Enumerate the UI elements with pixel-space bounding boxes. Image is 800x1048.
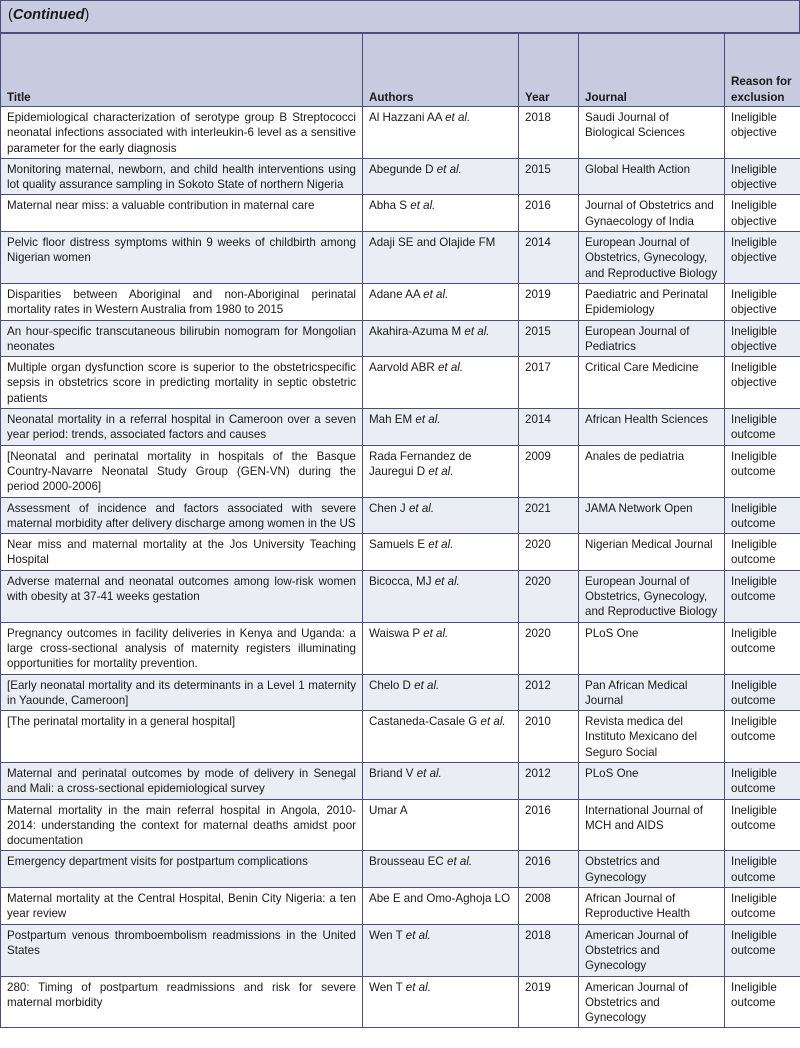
author-name: Abe E and Omo-Aghoja LO <box>369 892 511 906</box>
cell-authors <box>363 320 519 357</box>
cell-authors <box>363 762 519 799</box>
cell-reason: Ineligible outcome <box>725 570 800 622</box>
et-al: et al. <box>423 287 449 301</box>
cell-authors <box>363 232 519 284</box>
continued-banner <box>0 0 800 33</box>
table-row <box>1 534 800 571</box>
cell-year: 2012 <box>519 674 579 711</box>
table-row <box>1 195 800 232</box>
cell-authors <box>363 674 519 711</box>
cell-authors <box>363 924 519 976</box>
cell-year: 2018 <box>519 924 579 976</box>
cell-year: 2020 <box>519 534 579 571</box>
cell-title: Maternal mortality in the main referral hospital in Angola, 2010-2014: understanding the context for maternal deaths amidst poor documentation <box>1 799 363 851</box>
cell-reason: Ineligible outcome <box>725 976 800 1028</box>
et-al: et al. <box>423 626 449 640</box>
et-al: et al. <box>434 574 460 588</box>
table-row <box>1 799 800 851</box>
cell-journal: American Journal of Obstetrics and Gynecology <box>579 924 725 976</box>
cell-title: An hour-specific transcutaneous bilirubin nomogram for Mongolian neonates <box>1 320 363 357</box>
cell-year: 2016 <box>519 799 579 851</box>
cell-title: Pelvic floor distress symptoms within 9 weeks of childbirth among Nigerian women <box>1 232 363 284</box>
cell-authors <box>363 976 519 1028</box>
et-al: et al. <box>416 766 442 780</box>
et-al: et al. <box>405 928 431 942</box>
author-name: Bicocca, MJ <box>369 574 432 588</box>
cell-authors <box>363 799 519 851</box>
cell-title: [The perinatal mortality in a general hospital] <box>1 711 363 763</box>
et-al: et al. <box>464 324 490 338</box>
table-row <box>1 622 800 674</box>
header-title: Title <box>1 34 363 107</box>
cell-journal: Global Health Action <box>579 158 725 195</box>
cell-authors <box>363 534 519 571</box>
continued-label: Continued <box>12 7 85 23</box>
cell-year: 2016 <box>519 195 579 232</box>
cell-year: 2016 <box>519 851 579 888</box>
table-row <box>1 320 800 357</box>
header-journal: Journal <box>579 34 725 107</box>
author-name: Chelo D <box>369 678 411 692</box>
table-row <box>1 851 800 888</box>
cell-year: 2020 <box>519 570 579 622</box>
table-row <box>1 232 800 284</box>
cell-year: 2021 <box>519 497 579 534</box>
cell-reason: Ineligible objective <box>725 195 800 232</box>
cell-reason: Ineligible outcome <box>725 445 800 497</box>
et-al: et al. <box>410 199 436 213</box>
cell-title: Near miss and maternal mortality at the Jos University Teaching Hospital <box>1 534 363 571</box>
cell-title: [Neonatal and perinatal mortality in hospitals of the Basque Country-Navarre Neonatal Study Group (GEN-VN) during the period 2000-2006] <box>1 445 363 497</box>
et-al: et al. <box>480 715 506 729</box>
author-name: Brousseau EC <box>369 855 444 869</box>
cell-title: Maternal and perinatal outcomes by mode of delivery in Senegal and Mali: a cross-sectional epidemiological survey <box>1 762 363 799</box>
table-row <box>1 711 800 763</box>
cell-title: Adverse maternal and neonatal outcomes among low-risk women with obesity at 37-41 weeks gestation <box>1 570 363 622</box>
cell-reason: Ineligible outcome <box>725 497 800 534</box>
cell-title: Maternal near miss: a valuable contribution in maternal care <box>1 195 363 232</box>
et-al: et al. <box>405 980 431 994</box>
et-al: et al. <box>428 464 454 478</box>
author-name: Abha S <box>369 199 408 213</box>
cell-authors <box>363 195 519 232</box>
table-row <box>1 357 800 409</box>
author-name: Abegunde D <box>369 162 434 176</box>
header-authors: Authors <box>363 34 519 107</box>
cell-title: [Early neonatal mortality and its determinants in a Level 1 maternity in Yaounde, Cameroon] <box>1 674 363 711</box>
cell-authors <box>363 888 519 925</box>
cell-journal: Obstetrics and Gynecology <box>579 851 725 888</box>
cell-journal: African Journal of Reproductive Health <box>579 888 725 925</box>
cell-reason: Ineligible outcome <box>725 622 800 674</box>
author-name: Adane AA <box>369 287 420 301</box>
cell-authors <box>363 283 519 320</box>
cell-year: 2012 <box>519 762 579 799</box>
cell-journal: European Journal of Pediatrics <box>579 320 725 357</box>
cell-journal: Journal of Obstetrics and Gynaecology of India <box>579 195 725 232</box>
excluded-studies-table <box>0 33 800 1028</box>
cell-year: 2015 <box>519 320 579 357</box>
cell-reason: Ineligible outcome <box>725 888 800 925</box>
cell-journal: European Journal of Obstetrics, Gynecology, and Reproductive Biology <box>579 232 725 284</box>
author-name: Briand V <box>369 766 414 780</box>
cell-reason: Ineligible objective <box>725 320 800 357</box>
author-name: Wen T <box>369 928 403 942</box>
cell-year: 2020 <box>519 622 579 674</box>
author-name: Castaneda-Casale G <box>369 715 478 729</box>
author-name: Al Hazzani AA <box>369 111 442 124</box>
author-name: Aarvold ABR <box>369 361 435 375</box>
cell-reason: Ineligible outcome <box>725 851 800 888</box>
cell-title: Multiple organ dysfunction score is superior to the obstetricspecific sepsis in obstetrics score in predicting mortality in septic obstetric patients <box>1 357 363 409</box>
table-body <box>1 107 800 1028</box>
cell-journal: Nigerian Medical Journal <box>579 534 725 571</box>
cell-reason: Ineligible objective <box>725 158 800 195</box>
cell-year: 2018 <box>519 107 579 159</box>
cell-journal: African Health Sciences <box>579 409 725 446</box>
author-name: Akahira-Azuma M <box>369 324 462 338</box>
et-al: et al. <box>415 413 441 427</box>
cell-journal: Paediatric and Perinatal Epidemiology <box>579 283 725 320</box>
author-name: Samuels E <box>369 538 426 552</box>
cell-year: 2014 <box>519 232 579 284</box>
table-row <box>1 674 800 711</box>
cell-reason: Ineligible outcome <box>725 409 800 446</box>
cell-authors <box>363 570 519 622</box>
cell-journal: PLoS One <box>579 762 725 799</box>
cell-title: Monitoring maternal, newborn, and child health interventions using lot quality assurance sampling in Sokoto State of northern Nigeria <box>1 158 363 195</box>
cell-authors <box>363 107 519 159</box>
cell-authors <box>363 158 519 195</box>
cell-authors <box>363 711 519 763</box>
cell-title: Postpartum venous thromboembolism readmissions in the United States <box>1 924 363 976</box>
cell-title: Assessment of incidence and factors associated with severe maternal morbidity after delivery discharge among women in the US <box>1 497 363 534</box>
cell-reason: Ineligible objective <box>725 232 800 284</box>
cell-reason: Ineligible outcome <box>725 762 800 799</box>
cell-year: 2017 <box>519 357 579 409</box>
cell-journal: Saudi Journal of Biological Sciences <box>579 107 725 159</box>
cell-authors <box>363 409 519 446</box>
et-al: et al. <box>445 111 471 124</box>
cell-reason: Ineligible outcome <box>725 534 800 571</box>
table-row <box>1 570 800 622</box>
cell-reason: Ineligible outcome <box>725 711 800 763</box>
cell-authors <box>363 497 519 534</box>
header-reason: Reason for exclusion <box>725 34 800 107</box>
author-name: Rada Fernandez de Jauregui D <box>369 449 472 478</box>
cell-year: 2008 <box>519 888 579 925</box>
table-row <box>1 107 800 159</box>
et-al: et al. <box>414 678 440 692</box>
cell-reason: Ineligible outcome <box>725 674 800 711</box>
cell-year: 2019 <box>519 283 579 320</box>
cell-reason: Ineligible outcome <box>725 799 800 851</box>
cell-title: 280: Timing of postpartum readmissions and risk for severe maternal morbidity <box>1 976 363 1028</box>
cell-journal: JAMA Network Open <box>579 497 725 534</box>
cell-year: 2009 <box>519 445 579 497</box>
author-name: Mah EM <box>369 413 413 427</box>
cell-journal: Anales de pediatria <box>579 445 725 497</box>
cell-year: 2014 <box>519 409 579 446</box>
header-year: Year <box>519 34 579 107</box>
paren-close: ) <box>84 7 90 23</box>
cell-journal: Critical Care Medicine <box>579 357 725 409</box>
table-row <box>1 158 800 195</box>
et-al: et al. <box>408 501 435 515</box>
cell-journal: International Journal of MCH and AIDS <box>579 799 725 851</box>
et-al: et al. <box>437 361 464 375</box>
cell-title: Neonatal mortality in a referral hospital in Cameroon over a seven year period: trends, associated factors and causes <box>1 409 363 446</box>
table-row <box>1 445 800 497</box>
cell-authors <box>363 445 519 497</box>
table-row <box>1 497 800 534</box>
cell-reason: Ineligible objective <box>725 357 800 409</box>
cell-reason: Ineligible objective <box>725 107 800 159</box>
table-row <box>1 976 800 1028</box>
cell-journal: American Journal of Obstetrics and Gynecology <box>579 976 725 1028</box>
cell-year: 2015 <box>519 158 579 195</box>
cell-journal: Pan African Medical Journal <box>579 674 725 711</box>
et-al: et al. <box>447 855 473 869</box>
table-row <box>1 409 800 446</box>
et-al: et al. <box>428 538 454 552</box>
cell-title: Emergency department visits for postpartum complications <box>1 851 363 888</box>
et-al: et al. <box>436 162 462 176</box>
table-row <box>1 888 800 925</box>
cell-journal: Revista medica del Instituto Mexicano del Seguro Social <box>579 711 725 763</box>
paren-open: ( <box>8 7 13 23</box>
header-row <box>1 34 800 107</box>
cell-reason: Ineligible objective <box>725 283 800 320</box>
table-row <box>1 762 800 799</box>
cell-authors <box>363 357 519 409</box>
cell-year: 2019 <box>519 976 579 1028</box>
table-row <box>1 283 800 320</box>
table-row <box>1 924 800 976</box>
cell-year: 2010 <box>519 711 579 763</box>
cell-title: Epidemiological characterization of serotype group B Streptococci neonatal infections associated with interleukin-6 level as a sensitive parameter for the early diagnosis <box>1 107 363 159</box>
cell-title: Maternal mortality at the Central Hospital, Benin City Nigeria: a ten year review <box>1 888 363 925</box>
cell-title: Disparities between Aboriginal and non-Aboriginal perinatal mortality rates in Western Australia from 1980 to 2015 <box>1 283 363 320</box>
author-name: Wen T <box>369 980 403 994</box>
cell-title: Pregnancy outcomes in facility deliveries in Kenya and Uganda: a large cross-sectional analysis of maternity registers illuminating opportunities for mortality prevention. <box>1 622 363 674</box>
author-name: Adaji SE and Olajide FM <box>369 236 496 250</box>
author-name: Waiswa P <box>369 626 420 640</box>
cell-reason: Ineligible outcome <box>725 924 800 976</box>
cell-authors <box>363 851 519 888</box>
author-name: Chen J <box>369 501 406 515</box>
cell-journal: PLoS One <box>579 622 725 674</box>
cell-journal: European Journal of Obstetrics, Gynecology, and Reproductive Biology <box>579 570 725 622</box>
cell-authors <box>363 622 519 674</box>
author-name: Umar A <box>369 803 408 817</box>
